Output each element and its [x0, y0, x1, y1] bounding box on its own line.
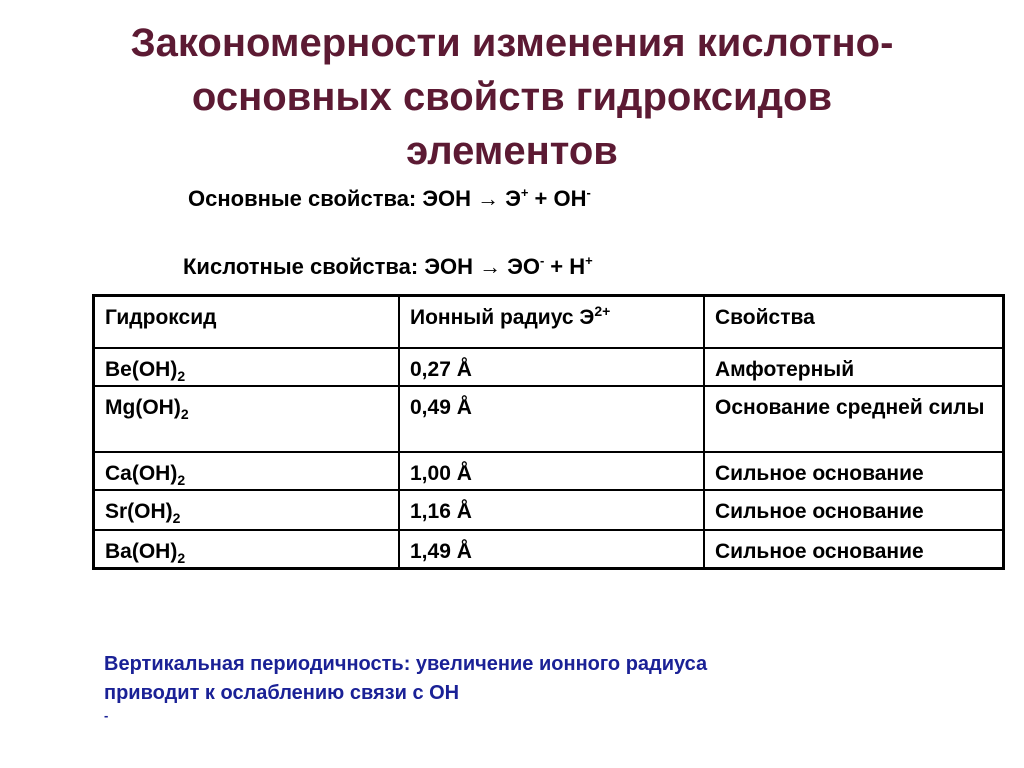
hydroxides-table [92, 294, 1005, 570]
header-ionic-radius: Ионный радиус $Э^{2+}$ [399, 296, 704, 348]
cell-property: Сильное основание [704, 490, 1004, 530]
basic-formula-product: + ОН [534, 186, 587, 211]
cell-formula: $Ba(OH)_2$ [94, 530, 400, 569]
table-header-row [94, 296, 1004, 348]
acidic-formula-charge-2: + [585, 253, 593, 268]
title-line-3: элементов [406, 129, 618, 173]
header-hydroxide: Гидроксид [94, 296, 400, 348]
cell-radius: 1,49 Å [399, 530, 704, 569]
basic-properties-formula [188, 186, 591, 212]
acidic-properties-formula [183, 254, 593, 280]
note-line-1: Вертикальная периодичность: увеличение ионного радиуса [104, 653, 708, 675]
table-row [94, 386, 1004, 452]
page-title [40, 16, 984, 178]
table-row [94, 490, 1004, 530]
basic-formula-charge-1: + [520, 185, 529, 200]
vertical-periodicity-note [104, 650, 707, 737]
note-line-2: приводит к ослаблению связи с ОН - [104, 682, 460, 723]
basic-formula-charge-2: - [586, 185, 591, 200]
header-properties: Свойства [704, 296, 1004, 348]
cell-formula: $Be(OH)_2$ [94, 348, 400, 386]
cell-formula: $Sr(OH)_2$ [94, 490, 400, 530]
table-row [94, 530, 1004, 569]
cell-property: Амфотерный [704, 348, 1004, 386]
cell-property: Сильное основание [704, 452, 1004, 490]
acidic-formula-product: + Н [550, 254, 586, 279]
cell-radius: 0,27 Å [399, 348, 704, 386]
cell-formula: $Ca(OH)_2$ [94, 452, 400, 490]
title-line-1: Закономерности изменения кислотно- [130, 21, 894, 65]
table-row [94, 348, 1004, 386]
cell-radius: 1,16 Å [399, 490, 704, 530]
basic-formula-label: Основные свойства: ЭОН → Э [188, 186, 521, 211]
cell-property: Основание средней силы [704, 386, 1004, 452]
title-line-2: основных свойств гидроксидов [191, 75, 833, 119]
cell-radius: 0,49 Å [399, 386, 704, 452]
table-row [94, 452, 1004, 490]
cell-formula: $Mg(OH)_2$ [94, 386, 400, 452]
cell-radius: 1,00 Å [399, 452, 704, 490]
cell-property: Сильное основание [704, 530, 1004, 569]
acidic-formula-label: Кислотные свойства: ЭОН → ЭО [183, 254, 540, 279]
acidic-formula-charge-1: - [539, 253, 545, 268]
